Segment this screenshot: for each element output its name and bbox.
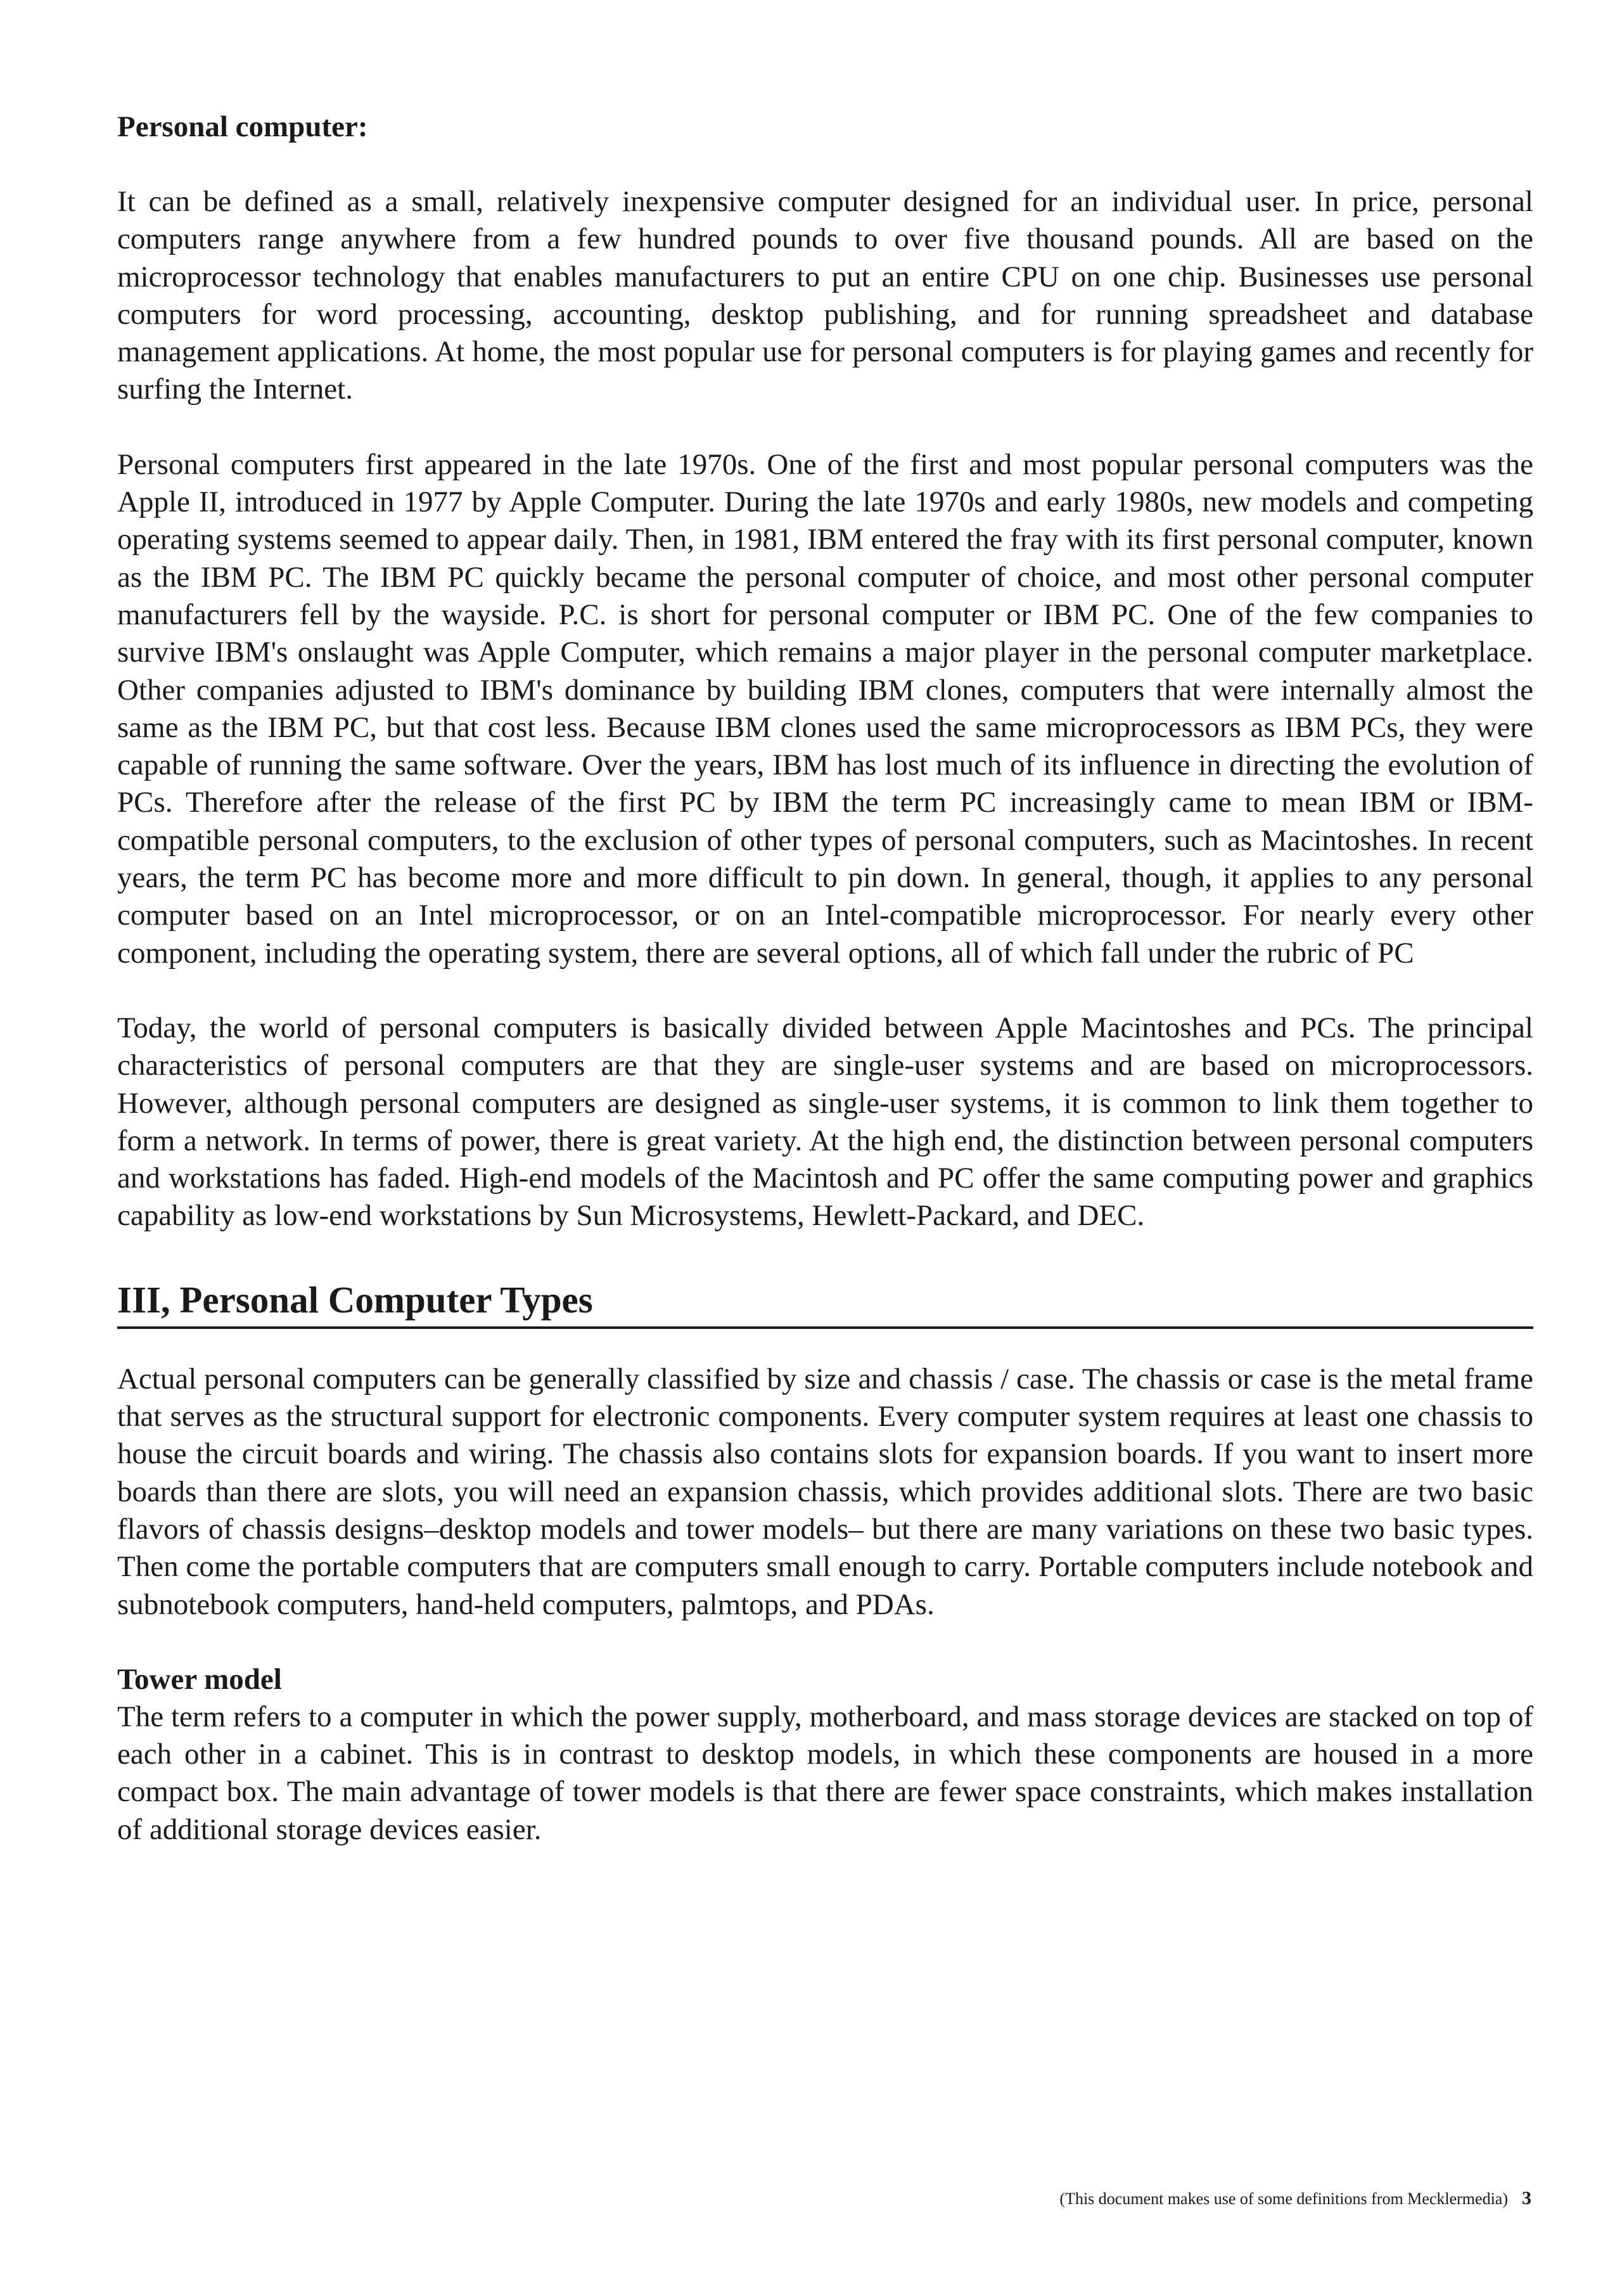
document-page [117, 108, 1533, 1849]
today-paragraph: Today, the world of personal computers is basically divided between Apple Macintoshes and PCs. The principal characteristics of personal computers are that they are single-user systems and are based on microprocessors. However, although personal computers are designed as single-user systems, it is common to link them together to form a network. In terms of power, there is great variety. At the high end, the distinction between personal computers and workstations has faded. High-end models of the Macintosh and PC offer the same computing power and graphics capability as low-end workstations by Sun Microsystems, Hewlett-Packard, and DEC. [117, 1011, 1533, 1233]
page-footer [1059, 2188, 1531, 2210]
types-intro-paragraph: Actual personal computers can be generally classified by size and chassis / case. The chassis or case is the metal frame that serves as the structural support for electronic components. Every computer system requires at least one chassis to house the circuit boards and wiring. The chassis also contains slots for expansion boards. If you want to insert more boards than there are slots, you will need an expansion chassis, which provides additional slots. There are two basic flavors of chassis designs–desktop models and tower models– but there are many variations on these two basic types. Then come the portable computers that are computers small enough to carry. Portable computers include notebook and subnotebook computers, hand-held computers, palmtops, and PDAs. [117, 1362, 1533, 1621]
definition-paragraph: It can be defined as a small, relatively inexpensive computer designed for an individual user. In price, personal computers range anywhere from a few hundred pounds to over five thousand pounds. All are based on the microprocessor technology that enables manufacturers to put an entire CPU on one chip. Businesses use personal computers for word processing, accounting, desktop publishing, and for running spreadsheet and database management applications. At home, the most popular use for personal computers is for playing games and recently for surfing the Internet. [117, 185, 1533, 406]
section-title-computer-types: III, Personal Computer Types [117, 1277, 1533, 1329]
history-paragraph: Personal computers first appeared in the late 1970s. One of the first and most popular personal computers was the Apple II, introduced in 1977 by Apple Computer. During the late 1970s and early 1980s, new models and competing operating systems seemed to appear daily. Then, in 1981, IBM entered the fray with its first personal computer, known as the IBM PC. The IBM PC quickly became the personal computer of choice, and most other personal computer manufacturers fell by the wayside. P.C. is short for personal computer or IBM PC. One of the few companies to survive IBM's onslaught was Apple Computer, which remains a major player in the personal computer marketplace. Other companies adjusted to IBM's dominance by building IBM clones, computers that were internally almost the same as the IBM PC, but that cost less. Because IBM clones used the same microprocessors as IBM PCs, they were capable of running the same software. Over the years, IBM has lost much of its influence in directing the evolution of PCs. Therefore after the release of the first PC by IBM the term PC increasingly came to mean IBM or IBM-compatible personal computers, to the exclusion of other types of personal computers, such as Macintoshes. In recent years, the term PC has become more and more difficult to pin down. In general, though, it applies to any personal computer based on an Intel microprocessor, or on an Intel-compatible microprocessor. For nearly every other component, including the operating system, there are several options, all of which fall under the rubric of PC [117, 447, 1533, 970]
page-number: 3 [1522, 2188, 1531, 2209]
personal-computer-heading: Personal computer: [117, 110, 368, 143]
footer-note: (This document makes use of some definitions from Mecklermedia) [1059, 2190, 1508, 2208]
tower-model-heading: Tower model [117, 1662, 282, 1696]
tower-model-paragraph: The term refers to a computer in which the power supply, motherboard, and mass storage devices are stacked on top of each other in a cabinet. This is in contrast to desktop models, in which these components are housed in a more compact box. The main advantage of tower models is that there are fewer space constraints, which makes installation of additional storage devices easier. [117, 1700, 1533, 1846]
